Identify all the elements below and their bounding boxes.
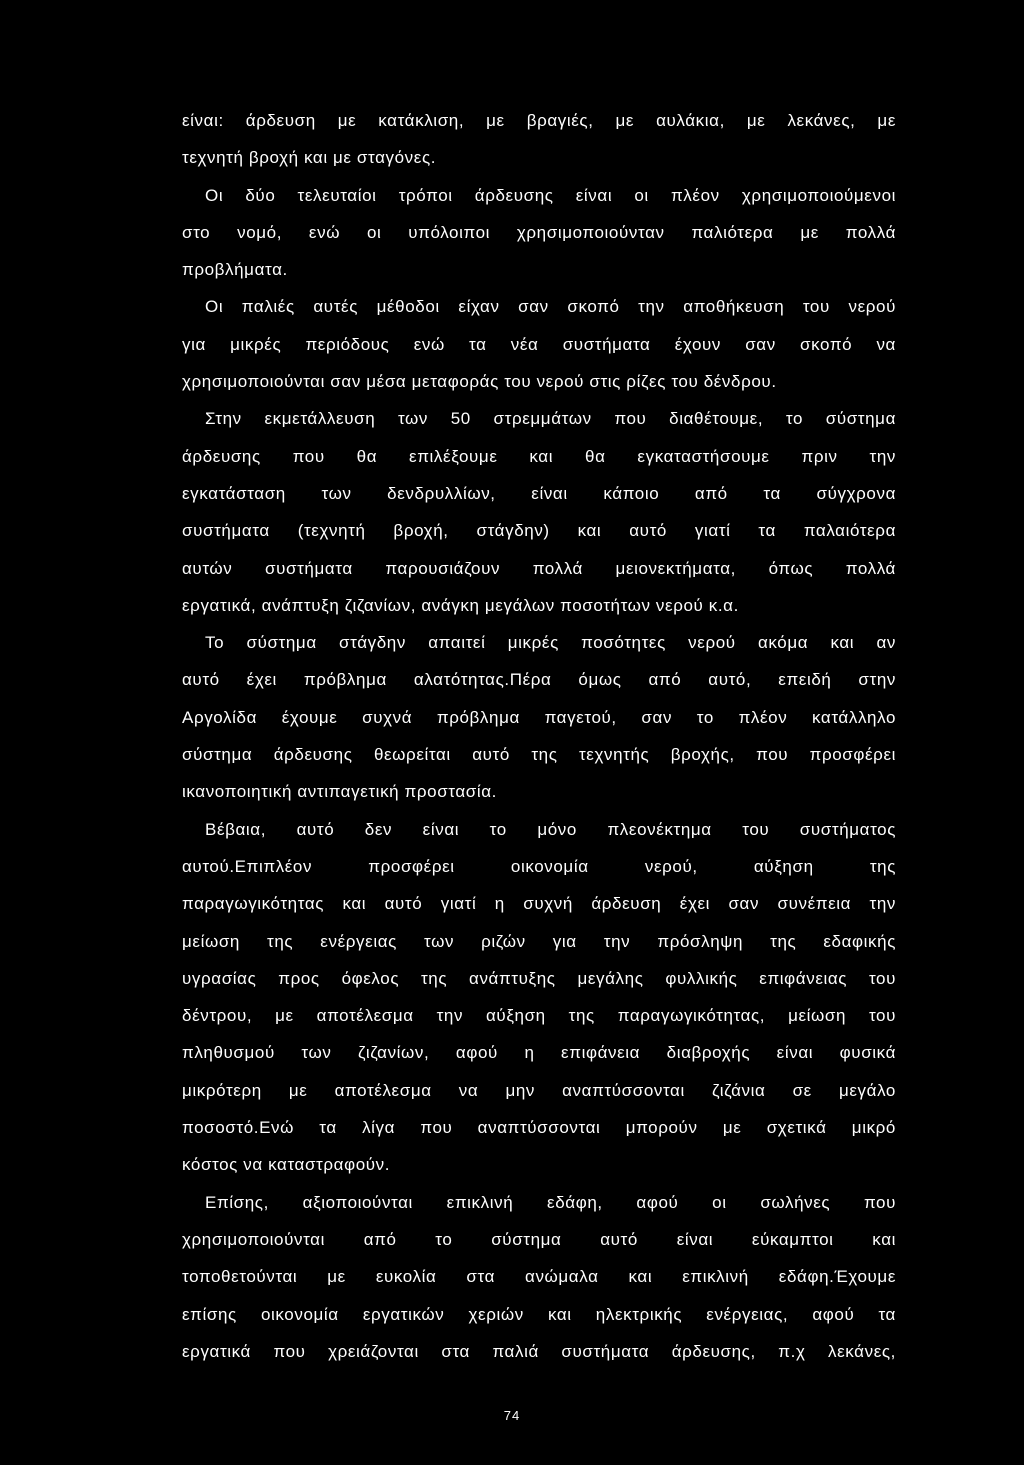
text-line: είναι: άρδευση με κατάκλιση, με βραγιές, με αυλάκια, με λεκάνες, με [182, 111, 896, 130]
paragraph-old-methods [182, 288, 896, 400]
text-line: Οι παλιές αυτές μέθοδοι είχαν σαν σκοπό την αποθήκευση του νερού [205, 297, 896, 317]
text-line: Βέβαια, αυτό δεν είναι το μόνο πλεονέκτημα του συστήματος [205, 819, 896, 839]
text-line: εργατικά, ανάπτυξη ζιζανίων, ανάγκη μεγάλων ποσοτήτων νερού κ.α. [182, 595, 739, 615]
text-line: Επίσης, αξιοποιούνται επικλινή εδάφη, αφού οι σωλήνες που [205, 1192, 896, 1212]
text-line: μικρότερη με αποτέλεσμα να μην αναπτύσσονται ζιζάνια σε μεγάλο [182, 1080, 896, 1100]
text-line: ποσοστό.Ενώ τα λίγα που αναπτύσσονται μπορούν με σχετικά μικρό [182, 1118, 896, 1138]
paragraph-slopes [182, 1184, 896, 1370]
text-line: Στην εκμετάλλευση των 50 στρεμμάτων που διαθέτουμε, το σύστημα [205, 409, 896, 429]
text-line: Το σύστημα στάγδην απαιτεί μικρές ποσότητες νερού ακόμα και αν [205, 633, 896, 653]
text-line: δέντρου, με αποτέλεσμα την αύξηση της παραγωγικότητας, μείωση του [182, 1006, 896, 1026]
text-line: εγκατάσταση των δενδρυλλίων, είναι κάποιο από τα σύγχρονα [182, 483, 896, 503]
text-line: σύστημα άρδευσης θεωρείται αυτό της τεχνητής βροχής, που προσφέρει [182, 745, 896, 765]
text-line: χρησιμοποιούνται σαν μέσα μεταφοράς του νερού στις ρίζες του δένδρου. [182, 372, 777, 392]
text-line: πληθυσμού των ζιζανίων, αφού η επιφάνεια διαβροχής είναι φυσικά [182, 1043, 896, 1063]
text-line: εργατικά που χρειάζονται στα παλιά συστήματα άρδευσης, π.χ λεκάνες, [182, 1341, 896, 1361]
text-line: υγρασίας προς όφελος της ανάπτυξης μεγάλης φυλλικής επιφάνειας του [182, 968, 896, 988]
paragraph-farm-system [182, 400, 896, 624]
text-line: αυτών συστήματα παρουσιάζουν πολλά μειονεκτήματα, όπως πολλά [182, 558, 896, 578]
text-line: τεχνητή βροχή και με σταγόνες. [182, 148, 437, 168]
text-line: αυτού.Επιπλέον προσφέρει οικονομία νερού, αύξηση της [182, 856, 896, 876]
text-line: ικανοποιητική αντιπαγετική προστασία. [182, 782, 498, 802]
paragraph-advantages [182, 811, 896, 1184]
text-line: προβλήματα. [182, 260, 288, 280]
text-line: χρησιμοποιούνται από το σύστημα αυτό είναι εύκαμπτοι και [182, 1229, 896, 1249]
text-line: για μικρές περιόδους ενώ τα νέα συστήματα έχουν σαν σκοπό να [182, 334, 896, 354]
text-line: παραγωγικότητας και αυτό γιατί η συχνή άρδευση έχει σαν συνέπεια την [182, 894, 896, 914]
text-line: επίσης οικονομία εργατικών χεριών και ηλεκτρικής ενέργειας, αφού τα [182, 1304, 896, 1324]
text-line: Οι δύο τελευταίοι τρόποι άρδευσης είναι οι πλέον χρησιμοποιούμενοι [205, 185, 896, 205]
text-line: στο νομό, ενώ οι υπόλοιποι χρησιμοποιούνταν παλιότερα με πολλά [182, 222, 896, 242]
text-line: τοποθετούνται με ευκολία στα ανώμαλα και επικλινή εδάφη.Έχουμε [182, 1267, 896, 1287]
text-line: Αργολίδα έχουμε συχνά πρόβλημα παγετού, σαν το πλέον κατάλληλο [182, 707, 896, 727]
text-line: συστήματα (τεχνητή βροχή, στάγδην) και αυτό γιατί τα παλαιότερα [182, 521, 896, 541]
text-line: αυτό έχει πρόβλημα αλατότητας.Πέρα όμως από αυτό, επειδή στην [182, 670, 896, 690]
page-number: 74 [503, 1408, 521, 1423]
paragraph-drip-system [182, 624, 896, 810]
paragraph-common-methods [182, 177, 896, 289]
text-line: μείωση της ενέργειας των ριζών για την πρόσληψη της εδαφικής [182, 931, 896, 951]
text-line: άρδευσης που θα επιλέξουμε και θα εγκαταστήσουμε πριν την [182, 446, 896, 466]
text-line: κόστος να καταστραφούν. [182, 1155, 391, 1175]
document-body [182, 102, 896, 1370]
paragraph-irrigation-methods [182, 102, 896, 177]
